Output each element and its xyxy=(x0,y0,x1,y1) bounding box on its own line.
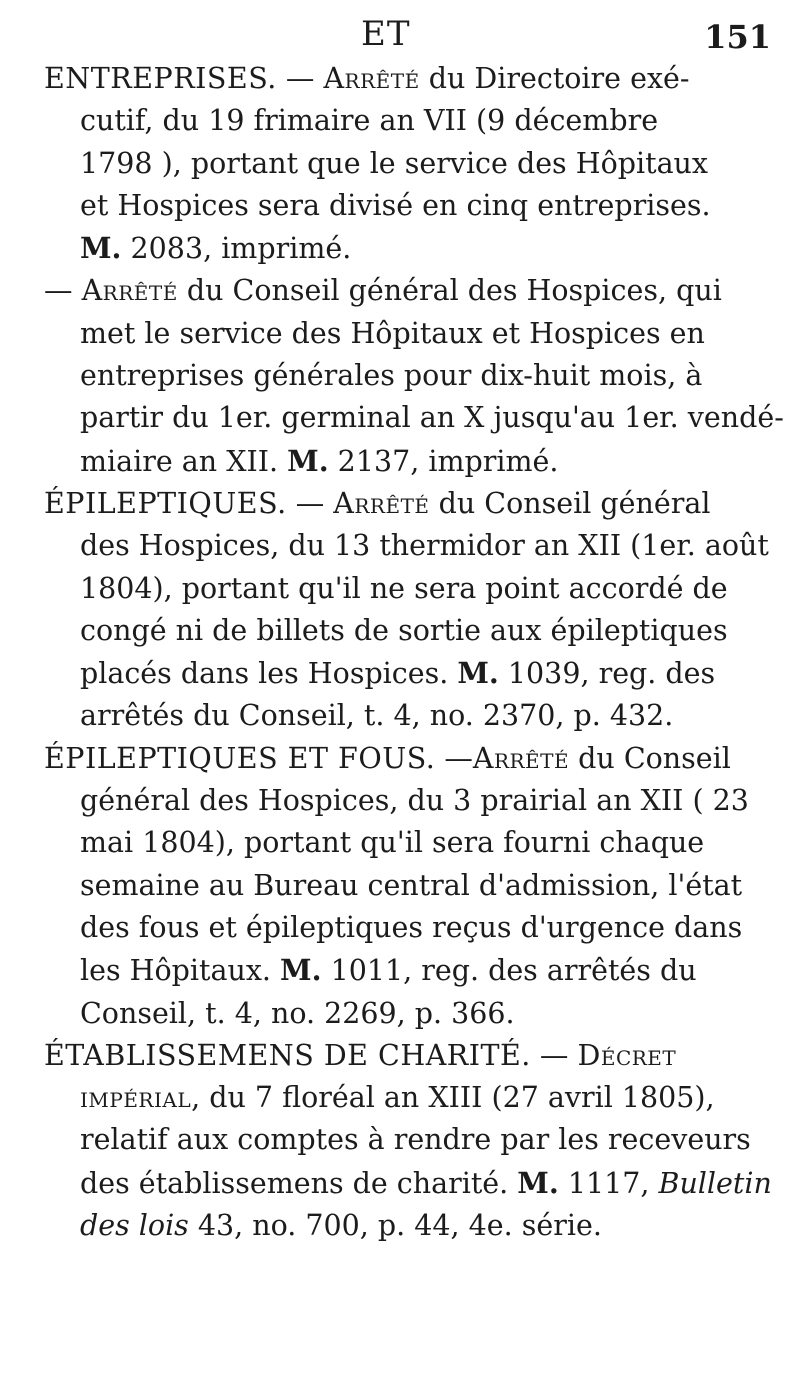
text-line xyxy=(44,1077,784,1119)
text-run: congé ni de billets de sortie aux épileptiques xyxy=(80,613,728,647)
text-line xyxy=(44,440,784,483)
text-run: M. xyxy=(80,231,122,266)
text-line xyxy=(44,313,784,355)
text-run: du Directoire exé- xyxy=(419,62,690,95)
text-run: — xyxy=(44,274,82,308)
text-run: — xyxy=(435,741,473,775)
text-line xyxy=(44,143,784,185)
text-line xyxy=(44,949,784,992)
text-line xyxy=(44,58,784,100)
text-run: partir du 1er. germinal an X jusqu'au 1er. vendé- xyxy=(80,401,784,435)
text-line xyxy=(44,568,784,610)
index-entry xyxy=(44,270,784,482)
text-line xyxy=(44,780,784,822)
index-entry xyxy=(44,738,784,1035)
running-head xyxy=(0,14,801,54)
index-entry xyxy=(44,483,784,738)
text-run: arrêtés du Conseil, t. 4, no. 2370, p. 432. xyxy=(80,699,674,733)
text-run: met le service des Hôpitaux et Hospices en xyxy=(80,316,705,350)
text-line xyxy=(44,652,784,695)
text-line xyxy=(44,1162,784,1205)
text-run: miaire an XII. xyxy=(80,444,288,478)
text-run: — xyxy=(276,62,324,95)
text-run: , du 7 floréal an XIII (27 avril 1805), xyxy=(191,1081,715,1115)
text-line xyxy=(44,397,784,439)
text-run: Conseil, t. 4, no. 2269, p. 366. xyxy=(80,996,515,1030)
text-run: les Hôpitaux. xyxy=(80,954,281,988)
text-line xyxy=(44,525,784,567)
text-run: placés dans les Hospices. xyxy=(80,657,458,691)
text-line xyxy=(44,227,784,270)
text-line xyxy=(44,738,784,780)
text-line xyxy=(44,1205,784,1247)
text-run: Décret xyxy=(577,1038,677,1072)
text-run: Arrêté xyxy=(333,486,430,520)
text-line xyxy=(44,270,784,312)
text-run: 1039, reg. des xyxy=(498,657,716,691)
text-run: du Conseil général des Hospices, qui xyxy=(177,274,722,308)
index-entry xyxy=(44,58,784,270)
text-run: Bulletin xyxy=(658,1166,772,1200)
text-line xyxy=(44,483,784,525)
index-entry xyxy=(44,1035,784,1247)
text-line xyxy=(44,1119,784,1161)
text-run: des fous et épileptiques reçus d'urgence dans xyxy=(80,910,743,944)
entry-heading: ÉPILEPTIQUES. xyxy=(44,486,287,520)
text-run: du Conseil général xyxy=(429,486,711,520)
text-run: et Hospices sera divisé en cinq entreprises. xyxy=(80,188,711,222)
text-run: impérial xyxy=(80,1081,192,1115)
text-line xyxy=(44,695,784,737)
text-run: mai 1804), portant qu'il sera fourni chaque xyxy=(80,826,705,860)
text-line xyxy=(44,822,784,864)
text-run: Arrêté xyxy=(81,274,178,308)
text-run: 1011, reg. des arrêtés du xyxy=(321,954,697,988)
entry-heading: ENTREPRISES. xyxy=(44,62,277,95)
text-line xyxy=(44,185,784,227)
text-line xyxy=(44,865,784,907)
text-line xyxy=(44,355,784,397)
text-run: 1798 ), portant que le service des Hôpitaux xyxy=(80,146,708,180)
text-run: — xyxy=(530,1038,578,1072)
text-line xyxy=(44,610,784,652)
text-run: des établissemens de charité. xyxy=(80,1166,518,1200)
index-entries xyxy=(44,58,784,1247)
text-run: 43, no. 700, p. 44, 4e. série. xyxy=(188,1209,602,1243)
text-run: M. xyxy=(280,953,322,988)
running-head-title: ET xyxy=(361,14,411,54)
page-number: 151 xyxy=(704,18,771,56)
text-line xyxy=(44,1035,784,1077)
text-run: général des Hospices, du 3 prairial an XII ( 23 xyxy=(80,784,749,818)
text-line xyxy=(44,100,784,142)
text-run: cutif, du 19 frimaire an VII (9 décembre xyxy=(80,104,659,138)
text-run: Arrêté xyxy=(472,741,570,775)
text-run: 1117, xyxy=(558,1166,659,1200)
text-run: 2137, imprimé. xyxy=(328,444,559,478)
text-run: des lois xyxy=(80,1209,189,1243)
text-run: relatif aux comptes à rendre par les receveurs xyxy=(80,1123,751,1157)
text-run: 1804), portant qu'il ne sera point accordé de xyxy=(80,571,728,605)
text-run: M. xyxy=(517,1165,559,1200)
text-run: du Conseil xyxy=(569,741,731,775)
text-run: M. xyxy=(287,443,329,478)
text-run: entreprises générales pour dix-huit mois, à xyxy=(80,359,703,393)
text-run: des Hospices, du 13 thermidor an XII (1er. août xyxy=(80,529,769,563)
text-line xyxy=(44,907,784,949)
text-run: Arrêté xyxy=(323,62,420,95)
entry-heading: ÉTABLISSEMENS DE CHARITÉ. xyxy=(44,1038,531,1072)
text-run: 2083, imprimé. xyxy=(121,232,352,266)
text-line xyxy=(44,993,784,1035)
text-run: M. xyxy=(457,656,499,691)
text-run: semaine au Bureau central d'admission, l'état xyxy=(80,868,743,902)
text-run: — xyxy=(286,486,334,520)
entry-heading: ÉPILEPTIQUES ET FOUS. xyxy=(44,741,436,775)
